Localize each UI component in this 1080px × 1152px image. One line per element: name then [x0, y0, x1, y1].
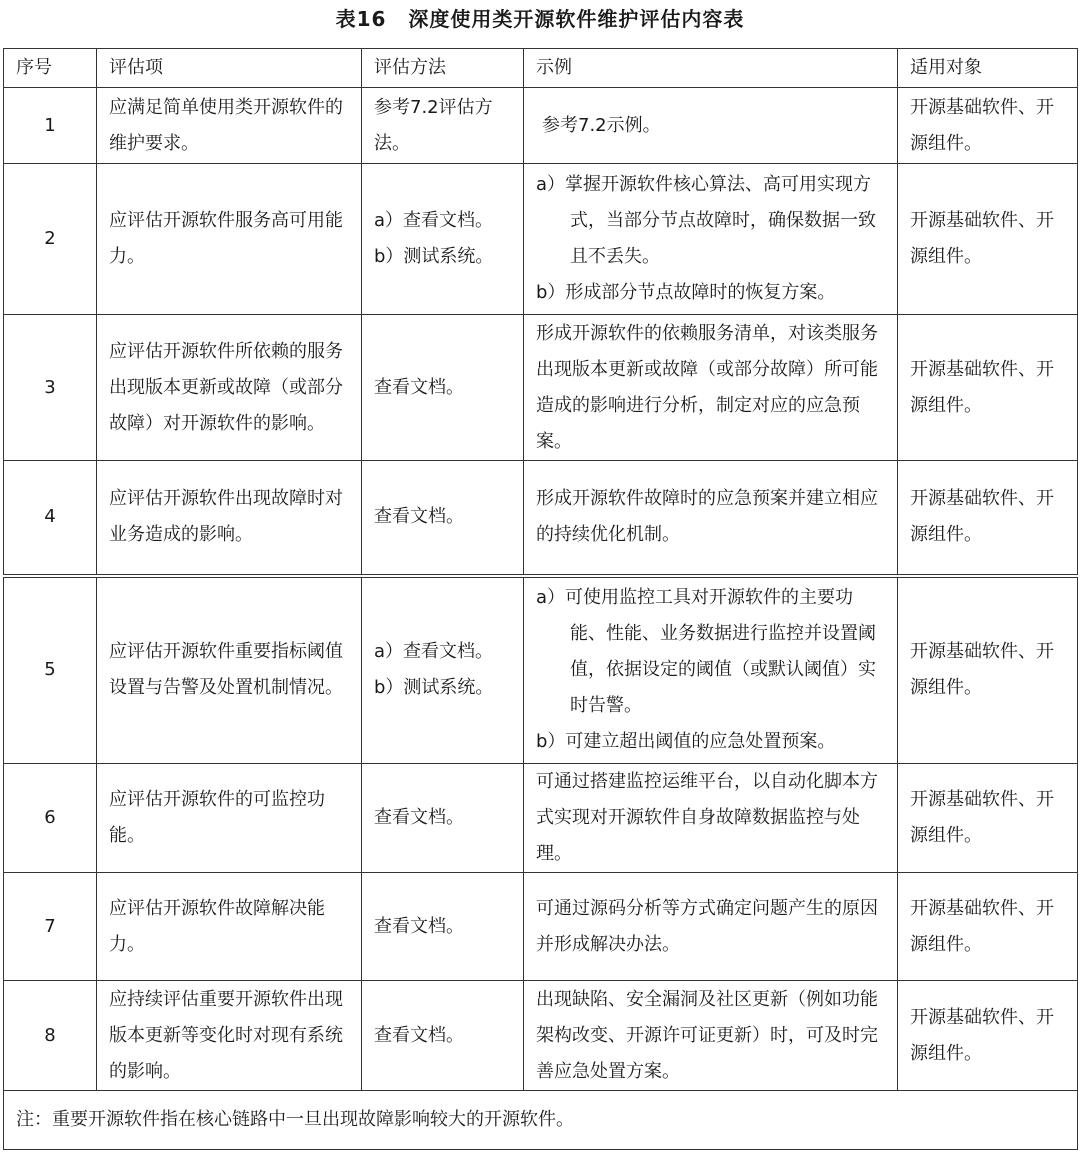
method-line: 查看文档。: [374, 376, 464, 398]
table-number: 表16: [335, 7, 387, 31]
header-target: 适用对象: [898, 49, 1078, 88]
row-method: [362, 315, 524, 461]
row-number: 1: [4, 88, 97, 164]
example-line: 可通过搭建监控运维平台，以自动化脚本方式实现对开源软件自身故障数据监控与处理。: [536, 771, 878, 864]
row-number: 5: [4, 576, 97, 764]
table-caption: 深度使用类开源软件维护评估内容表: [408, 7, 745, 31]
table-row: [4, 164, 1078, 315]
example-line: a）掌握开源软件核心算法、高可用实现方式，当部分节点故障时，确保数据一致且不丢失。: [536, 174, 876, 267]
note-row: [4, 1091, 1078, 1150]
header-method: 评估方法: [362, 49, 524, 88]
method-line: 参考7.2评估方法。: [374, 96, 493, 154]
example-line: 可通过源码分析等方式确定问题产生的原因并形成解决办法。: [536, 897, 878, 955]
row-number: 7: [4, 873, 97, 981]
method-line: 查看文档。: [374, 1024, 464, 1046]
table-row: [4, 981, 1078, 1091]
row-item: 应评估开源软件重要指标阈值设置与告警及处置机制情况。: [97, 576, 362, 764]
evaluation-table: [3, 48, 1078, 1150]
row-example: [524, 461, 898, 576]
row-item: 应评估开源软件服务高可用能力。: [97, 164, 362, 315]
example-line: 形成开源软件故障时的应急预案并建立相应的持续优化机制。: [536, 488, 878, 546]
row-item: 应评估开源软件的可监控功能。: [97, 764, 362, 873]
row-number: 2: [4, 164, 97, 315]
method-line: 查看文档。: [374, 915, 464, 937]
table-row: [4, 764, 1078, 873]
table-row: [4, 88, 1078, 164]
example-line: a）可使用监控工具对开源软件的主要功能、性能、业务数据进行监控并设置阈值，依据设定的阈值（或默认阈值）实时告警。: [536, 587, 876, 717]
row-item: 应评估开源软件所依赖的服务出现版本更新或故障（或部分故障）对开源软件的影响。: [97, 315, 362, 461]
row-item: 应评估开源软件故障解决能力。: [97, 873, 362, 981]
row-example: [524, 164, 898, 315]
method-line: a）查看文档。: [374, 641, 494, 663]
row-method: [362, 164, 524, 315]
row-item: 应持续评估重要开源软件出现版本更新等变化时对现有系统的影响。: [97, 981, 362, 1091]
header-no: 序号: [4, 49, 97, 88]
example-line: b）可建立超出阈值的应急处置预案。: [536, 731, 836, 753]
row-method: [362, 981, 524, 1091]
table-row: [4, 315, 1078, 461]
row-example: [524, 576, 898, 764]
row-target: 开源基础软件、开源组件。: [898, 576, 1078, 764]
row-target: 开源基础软件、开源组件。: [898, 164, 1078, 315]
row-target: 开源基础软件、开源组件。: [898, 764, 1078, 873]
row-target: 开源基础软件、开源组件。: [898, 315, 1078, 461]
row-item: 应满足简单使用类开源软件的维护要求。: [97, 88, 362, 164]
table-note: 注：重要开源软件指在核心链路中一旦出现故障影响较大的开源软件。: [4, 1091, 1078, 1150]
row-example: [524, 88, 898, 164]
row-example: [524, 315, 898, 461]
table-title: [0, 2, 1080, 36]
table-row: [4, 461, 1078, 576]
row-method: [362, 764, 524, 873]
method-line: b）测试系统。: [374, 246, 494, 267]
header-item: 评估项: [97, 49, 362, 88]
row-example: [524, 981, 898, 1091]
row-number: 3: [4, 315, 97, 461]
method-line: a）查看文档。: [374, 210, 494, 231]
method-line: 查看文档。: [374, 506, 464, 528]
header-example: 示例: [524, 49, 898, 88]
row-target: 开源基础软件、开源组件。: [898, 873, 1078, 981]
row-method: [362, 88, 524, 164]
row-example: [524, 873, 898, 981]
row-number: 4: [4, 461, 97, 576]
row-example: [524, 764, 898, 873]
table-row: [4, 576, 1078, 764]
method-line: 查看文档。: [374, 807, 464, 828]
row-method: [362, 461, 524, 576]
row-number: 8: [4, 981, 97, 1091]
row-target: 开源基础软件、开源组件。: [898, 981, 1078, 1091]
row-target: 开源基础软件、开源组件。: [898, 88, 1078, 164]
example-line: 参考7.2示例。: [542, 114, 661, 136]
method-line: b）测试系统。: [374, 677, 494, 699]
example-line: b）形成部分节点故障时的恢复方案。: [536, 282, 836, 303]
row-item: 应评估开源软件出现故障时对业务造成的影响。: [97, 461, 362, 576]
row-method: [362, 873, 524, 981]
row-number: 6: [4, 764, 97, 873]
header-row: [4, 49, 1078, 88]
example-line: 出现缺陷、安全漏洞及社区更新（例如功能架构改变、开源许可证更新）时，可及时完善应急处置方案。: [536, 988, 878, 1082]
row-method: [362, 576, 524, 764]
table-row: [4, 873, 1078, 981]
row-target: 开源基础软件、开源组件。: [898, 461, 1078, 576]
example-line: 形成开源软件的依赖服务清单，对该类服务出现版本更新或故障（或部分故障）所可能造成的影响进行分析，制定对应的应急预案。: [536, 322, 878, 452]
